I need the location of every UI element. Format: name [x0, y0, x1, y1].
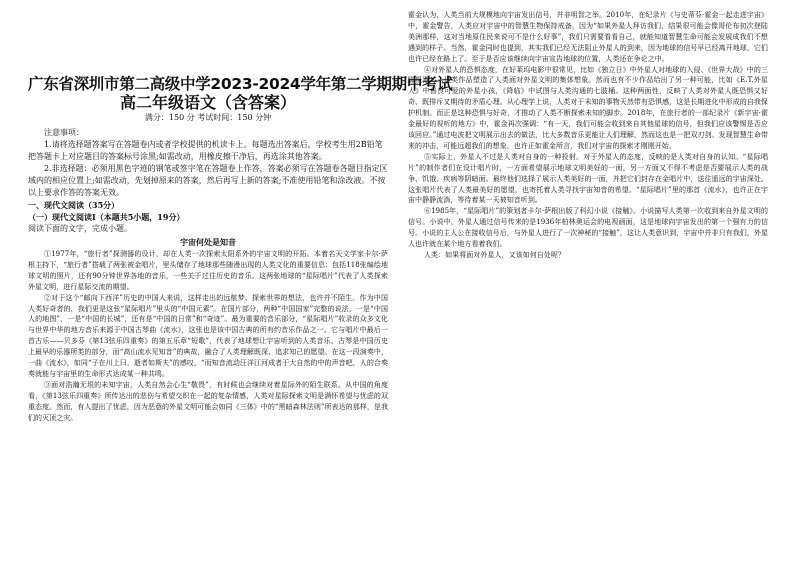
right-column — [408, 10, 768, 261]
article-paragraph: ①1977年，“旅行者”探测器的设计，却在人类一次探索太阳系外的宇宙文明的开拓。本着名天文学家卡尔·萨根主持下，“旅行者”搭载了两张被金唱片，里头储存了地球那些随漫出现的人类文化的重要信息：包括118张编绘地球文明的照片，还有90分钟世界各地的音乐，一些关于过往历史的音乐。这两张地球的“星际唱片”代表了人类探索外星文明，进行星际交流的期望。 — [28, 250, 388, 291]
notes-item-1: 1.请将选择题答案写在答题卷内或者学校提供的机读卡上。每题选出答案后，学校考生用2B铅笔把答题卡上对应题目的答案标号涂黑;如需改动，用橡皮擦干净后，再选涂其他答案。 — [28, 140, 383, 161]
notes-heading: 注意事项： — [44, 128, 84, 137]
title-block — [28, 75, 453, 124]
section-instruction: 阅读下面的文字，完成小题。 — [28, 224, 132, 233]
article-paragraph: 霍金认为，人类当前大规模地向宇宙发出信号，并非明智之举。2010年，在纪录片《与史蒂芬·霍金一起走进宇宙》中，霍金警告，人类应对宇宙中的智慧生物保持戒备，因为“如果外星人拜访我们，结果很可能会像哥伦布初次登陆美洲那样，这对当地原住民来说可不是什么好事”，我们只需要看看自己，就能知道智慧生命可能会发展成我们不想遇到的样子。当然，霍金同时也提到，其实我们已经无法阻止外星人的到来，因为地球的信号早已经离开地球，它们也许已经在路上了。至于是否应该继续向宇宙宣告地球的位置，人类还在争论之中。 — [408, 11, 768, 63]
notes-item-2: 2.非选择题：必须用黑色字迹的钢笔或签字笔在答题卷上作答，答案必须写在答题卷各题目指定区域内的相应位置上;如需改动，先划掉原来的答案，然后再写上新的答案;不准使用铅笔和涂改液。不按以上要求作答的答案无效。 — [28, 164, 388, 197]
exam-title-line2: 高二年级语文（含答案） — [119, 93, 296, 112]
notes-block — [28, 127, 388, 199]
article-paragraph: 人类：如果将面对外星人，又该如何自处呢？ — [424, 250, 565, 259]
article-paragraph: ④对外星人的恐惧态度，在好莱坞电影中很常见，比如《独立日》中外星人对地球的入侵、《世界大战》中的三脚机器……这类作品塑造了人类面对外星文明的集体想象。然而也有不少作品给出了另一种可能，比如《E.T.外星人》中善良可爱的外星小孩，《降临》中试图与人类沟通的七肢桶。这种两面性，反映了人类对外星人既恐惧又好奇、既排斥又期待的矛盾心理。从心理学上说，人类对于未知的事物天然带有恐惧感，这是长期进化中形成的自我保护机制。而正是这种恐惧与好奇，才推动了人类不断探索未知的脚步。2018年，在旅行者的一部纪录片《新宇宙·霍金最好的视听的地方》中，霍金再次强调：“有一天，我们可能会收到来自其他星球的信号，但我们应该警惕是否应该回应。”通过电波把文明展示出去的做法，比大多数音乐更能让人们理解，然而这也是一把双刃剑。发现智慧生命带来的冲击，可能远超我们的想象，也许正如霍金所言，我们对宇宙的探索才刚刚开始。 — [408, 65, 768, 150]
article-paragraph: ②对于这个“邮向下西洋”历史的中国人来说，这样走出的远航梦、探索世界的想法，也许并不陌生。作为中国人类好奇者的，我们更是这张“星际唱片”里头的“中国元素”。在国片部分，两种“中国国家”完整的说法，一是“中国人的地图”，一是“中国的长城”，还有是“中国的日常”和“奇迹”。最为重要的音乐部分，“星际唱片”收录的众多文化与世界中华的地方音乐来源于中国古琴曲《流水》，这张也是该中国古典的所有约音乐作品之一。它与唱片中最后一首古乐——贝多芬《第13弦乐四重奏》的第五乐章“短歌”，代表了地球想让宇宙听到的人类音乐。古琴是中国历史上最早的乐器所类的部分，而“高山流水见知音”的典故，融合了人类理解既深、追求知己的愿望。在这一段演奏中，一曲《流水》，如同“子在川上曰，逝者如斯夫”的感叹，“而知音流动汪洋江河成者于大自然的中的声音吧，人的合奏奏就能与宇宙里的生命形式达成某一种共鸣。 — [28, 293, 388, 378]
article-paragraph: ⑥1985年，“星际唱片”的策划者卡尔·萨根出版了科幻小说《接触》。小说描写人类第一次收到来自外星文明的信号。小说中，外星人通过信号传来的是1936年柏林奥运会的电视画面，这是地球向宇宙发出的第一个强有力的信号。小说的主人公在接收信号后，与外星人进行了一次神秘的“接触”，这让人类意识到，宇宙中并非只有我们，外星人也许就在某个地方看着我们。 — [408, 207, 768, 249]
article-title: 宇宙何处是知音 — [180, 237, 236, 247]
article-paragraph: ⑤实际上，外星人不过是人类对自身的一种投射。对于外星人的态度，反映的是人类对自身的认知。“星际唱片”的制作者们在设计唱片时，一方面希望展示地球文明美好的一面，另一方面又不得不考虑是否要展示人类的战争、饥饿、疾病等阴暗面。最终他们选择了展示人类美好的一面，并把它们封存在金唱片中，送往遥远的宇宙深处。这张唱片代表了人类最美好的愿望，也寄托着人类寻找宇宙知音的希望。“星际唱片”里的那首《流水》，也许正在宇宙中静静流淌，等待着某一天被知音听到。 — [408, 152, 768, 205]
left-column — [28, 10, 453, 424]
section-subheading: （一）现代文阅读Ⅰ（本题共5小题，19分） — [28, 212, 185, 222]
right-article-body — [408, 10, 768, 261]
exam-meta: 满分：150 分 考试时间：150 分钟 — [144, 113, 272, 122]
left-article-body — [28, 249, 388, 424]
article-paragraph: ③面对浩瀚无垠的未知宇宙，人类自然会心生“敬畏”，有时候也会继续对着星际外的陌生联系。从中国的角度看，《第13弦乐四重奏》所传达出的悲伤与希望交织在一起的复杂情感，人类对星际探索文明是满怀希望与忧虑的双重态度。然而，有人提出了忧虑，因为恶意的外星文明可能会如同《三体》中的“黑暗森林法则”所表达的那样，是我们的灭顶之灾。 — [28, 380, 388, 422]
section-heading: 一、现代文阅读（35分） — [28, 200, 120, 210]
exam-title-line1: 广东省深圳市第二高级中学2023-2024学年第二学期期中考试 — [28, 75, 453, 93]
